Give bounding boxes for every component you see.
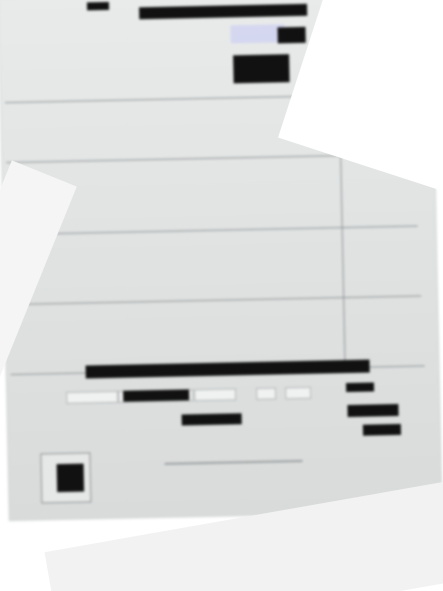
table-line-3 <box>8 226 418 236</box>
redaction-footer-4 <box>347 404 398 417</box>
bottom-rule <box>165 460 303 465</box>
redaction-footer-2 <box>346 382 374 392</box>
redaction-top-header <box>139 4 307 20</box>
redaction-footer-3 <box>182 413 242 425</box>
footer-field-4 <box>256 388 276 400</box>
logo-redaction <box>57 464 85 493</box>
redaction-id-block <box>233 54 290 83</box>
footer-field-1 <box>66 391 118 404</box>
footer-field-5 <box>285 387 311 400</box>
redaction-footer-5 <box>363 424 401 436</box>
redaction-stamp-right <box>277 27 305 44</box>
redaction-footer-1 <box>123 389 189 401</box>
table-line-4 <box>9 295 421 305</box>
redaction-long-bar <box>86 360 370 379</box>
redaction-top-left <box>87 2 109 10</box>
footer-field-3 <box>194 388 236 401</box>
